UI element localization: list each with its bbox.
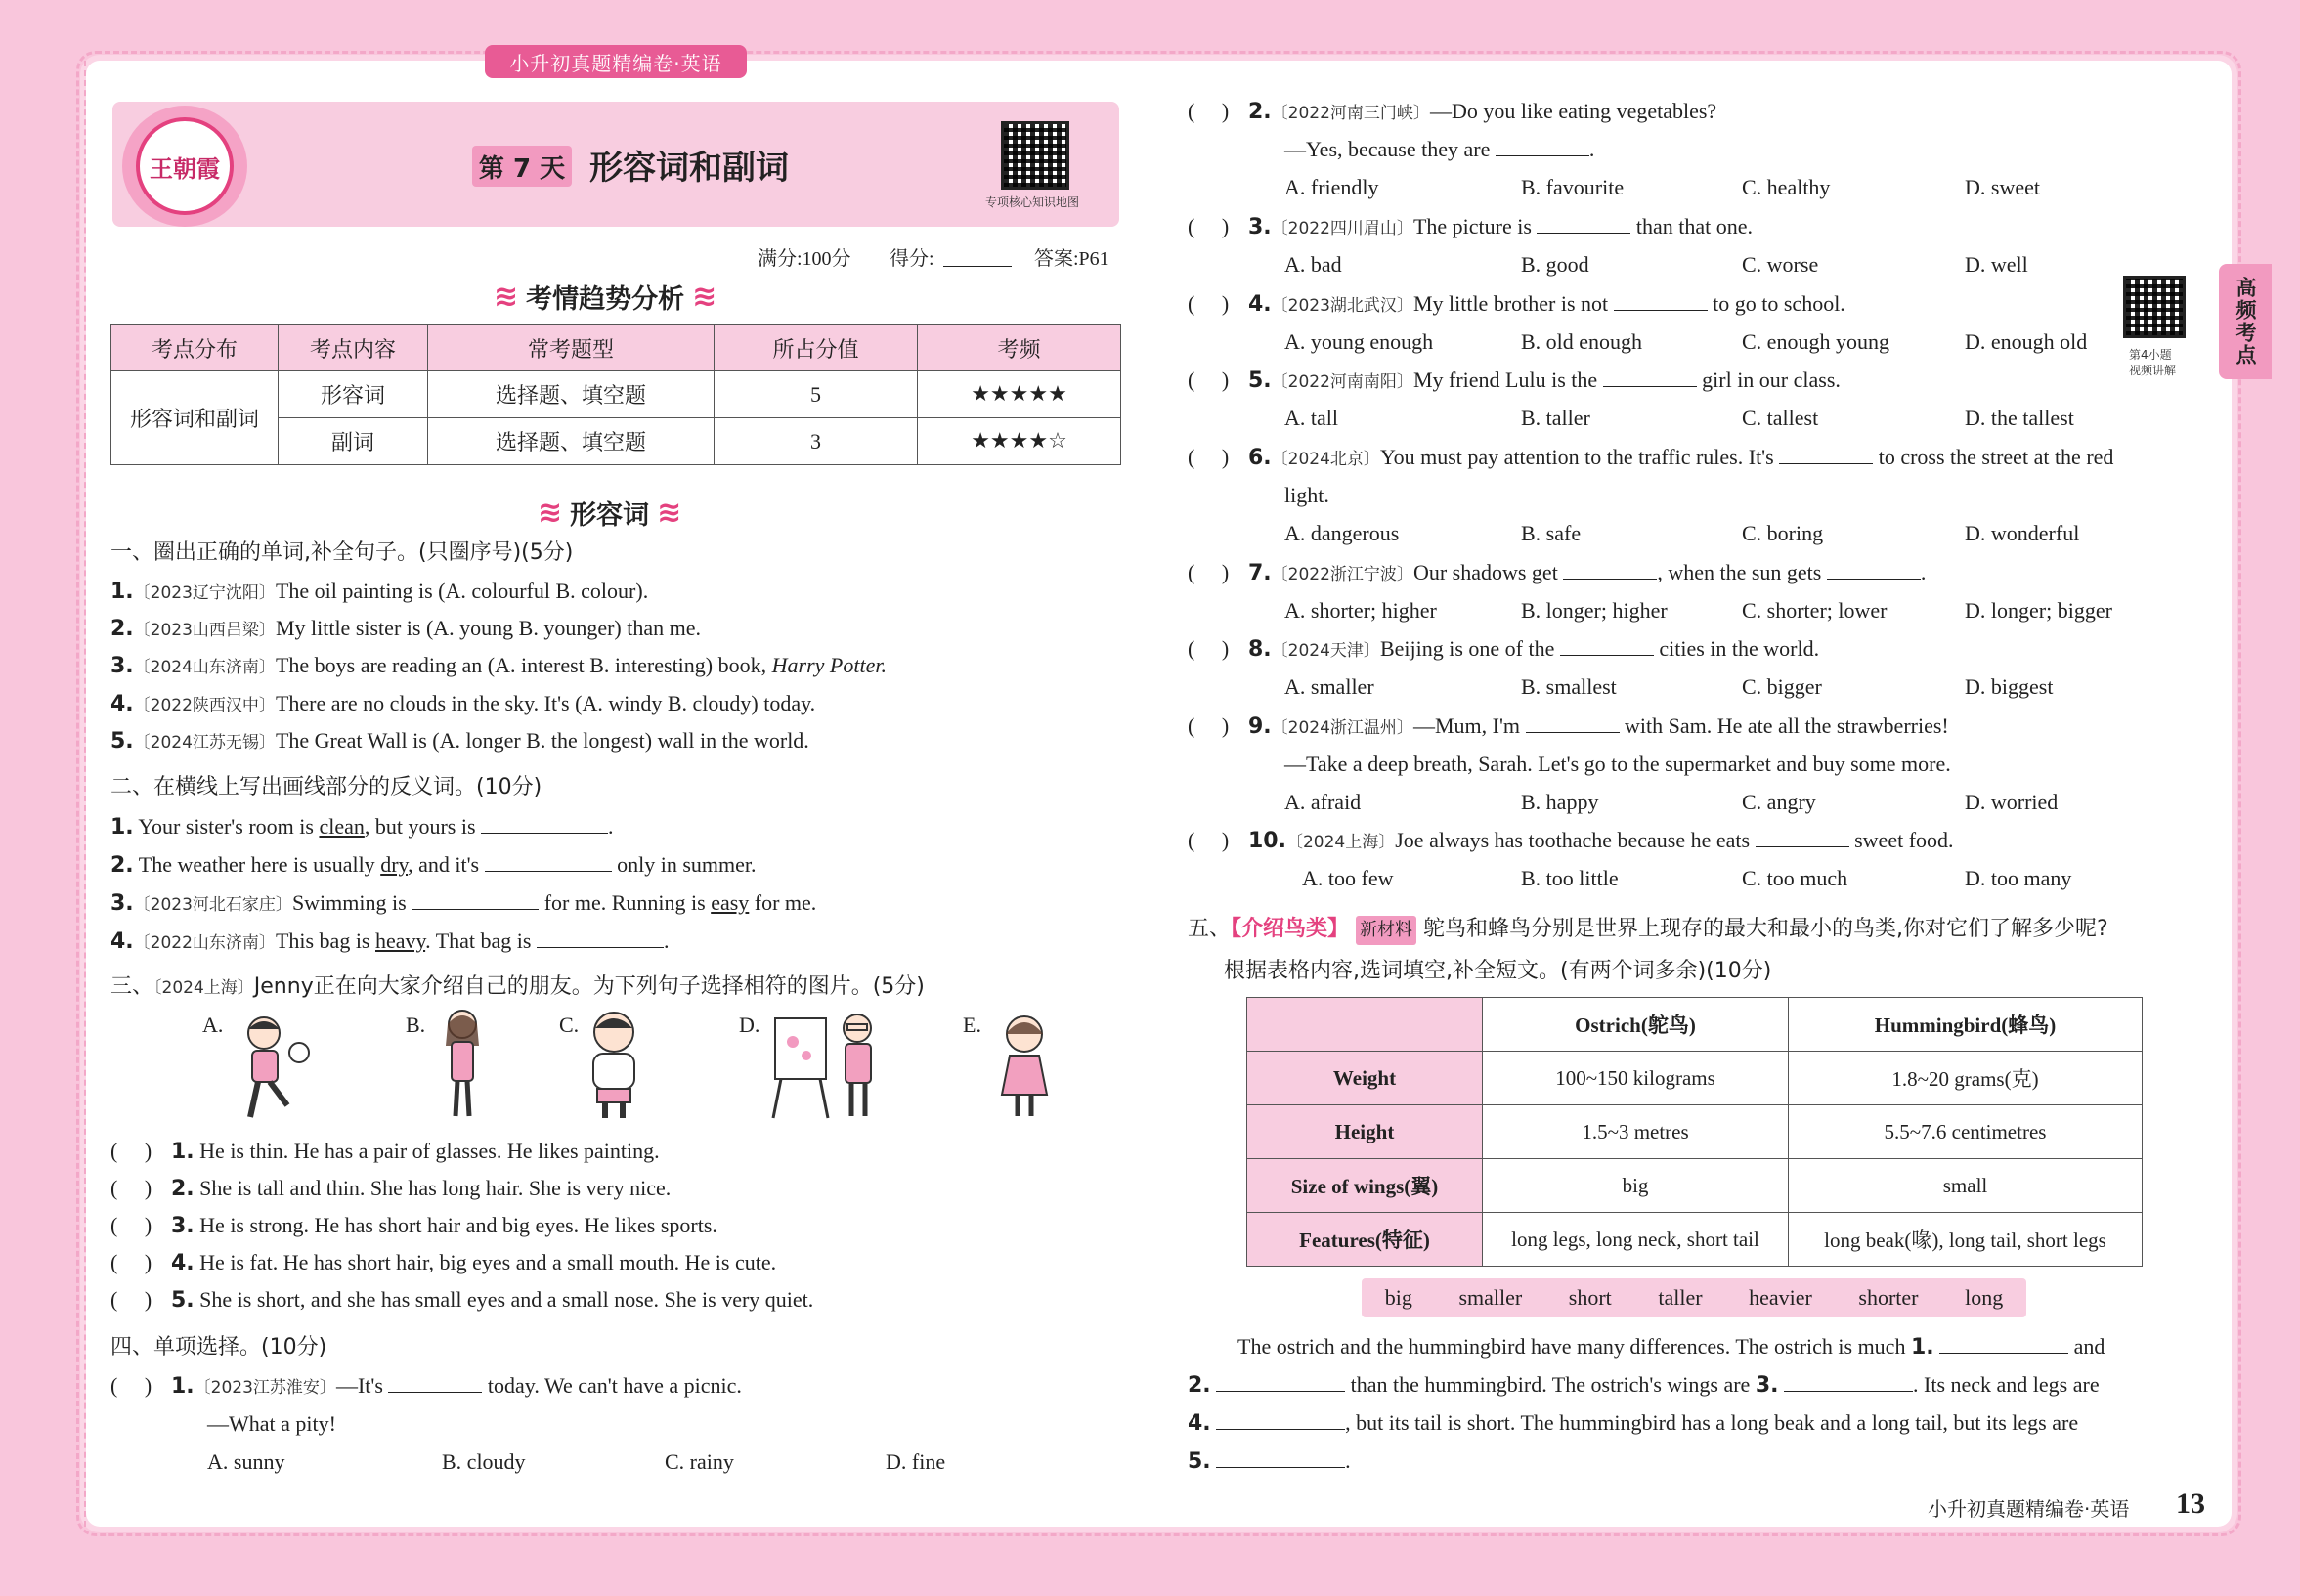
picture-label: E. — [963, 1013, 981, 1037]
list-item: 2. The weather here is usually dry, and it's only in summer. — [110, 852, 757, 878]
question-4: ( ) 4.〔2023湖北武汉〕My little brother is not to go to school. — [1188, 291, 1845, 317]
option: D. enough old — [1965, 329, 2088, 354]
bird-table — [1246, 997, 2143, 1267]
answer-blank[interactable] — [481, 813, 608, 834]
answer-blank[interactable] — [537, 927, 664, 948]
answer-blank[interactable] — [1563, 559, 1657, 580]
list-item: ( ) 5. She is short, and she has small eyes and a small nose. She is very quiet. — [110, 1287, 814, 1313]
option: B. safe — [1521, 521, 1582, 545]
wave-icon: ≋ — [494, 280, 519, 314]
answer-blank[interactable] — [388, 1372, 482, 1393]
table-cell: 5.5~7.6 centimetres — [1789, 1105, 2143, 1159]
answer-blank[interactable] — [1526, 712, 1620, 733]
question-line: —Take a deep breath, Sarah. Let's go to the supermarket and buy some more. — [1284, 752, 1951, 776]
picture-label: B. — [406, 1013, 426, 1037]
list-item: 4.〔2022陕西汉中〕There are no clouds in the sky. It's (A. windy B. cloudy) today. — [110, 691, 816, 716]
option: A. sunny — [207, 1449, 285, 1474]
row-header: Features(特征) — [1247, 1213, 1483, 1267]
part4-title: 四、单项选择。(10分) — [110, 1335, 327, 1359]
table-cell: 3 — [715, 418, 918, 465]
option: B. happy — [1521, 790, 1599, 814]
answer-blank[interactable] — [1779, 444, 1873, 464]
option: C. tallest — [1742, 406, 1819, 430]
list-item: 5.〔2024江苏无锡〕The Great Wall is (A. longer B. the longest) wall in the world. — [110, 728, 809, 754]
part3-title: 三、〔2024上海〕Jenny正在向大家介绍自己的朋友。为下列句子选择相符的图片。(5分) — [110, 974, 925, 999]
word-option: smaller — [1458, 1285, 1523, 1310]
question-5: ( ) 5.〔2022河南南阳〕My friend Lulu is the girl in our class. — [1188, 367, 1841, 393]
answer-page: 答案:P61 — [1034, 248, 1109, 270]
option: D. fine — [886, 1449, 946, 1474]
part2-title: 二、在横线上写出画线部分的反义词。(10分) — [110, 775, 542, 799]
qr-code-icon[interactable] — [1001, 121, 1069, 190]
analysis-heading — [494, 278, 716, 316]
list-item: 3.〔2024山东济南〕The boys are reading an (A. interest B. interesting) book, Harry Potter. — [110, 653, 887, 678]
list-item: 1.〔2023辽宁沈阳〕The oil painting is (A. colourful B. colour). — [110, 579, 649, 604]
part1-title: 一、圈出正确的单词,补全句子。(只圈序号)(5分) — [110, 540, 574, 565]
passage-line: 4. , but its tail is short. The hummingbird has a long beak and a long tail, but its legs are — [1188, 1410, 2079, 1436]
row-header: Height — [1247, 1105, 1483, 1159]
answer-blank[interactable] — [412, 889, 539, 910]
table-cell: 形容词和副词 — [111, 371, 279, 465]
question-line: light. — [1284, 483, 1329, 507]
wave-icon: ≋ — [538, 496, 563, 530]
word-option: big — [1384, 1285, 1412, 1310]
question-9: ( ) 9.〔2024浙江温州〕—Mum, I'm with Sam. He ate all the strawberries! — [1188, 713, 1949, 739]
question-2: ( ) 2.〔2022河南三门峡〕—Do you like eating vegetables? — [1188, 99, 1717, 124]
passage-line: The ostrich and the hummingbird have many differences. The ostrich is much 1. and — [1237, 1334, 2105, 1359]
table-cell: 100~150 kilograms — [1483, 1052, 1789, 1105]
analysis-title: 考情趋势分析 — [526, 284, 685, 315]
short-girl-icon — [982, 1007, 1066, 1122]
picture-label: D. — [739, 1013, 760, 1037]
option: C. shorter; lower — [1742, 598, 1888, 623]
list-item: 3.〔2023河北石家庄〕Swimming is for me. Running is easy for me. — [110, 890, 817, 916]
word-option: long — [1965, 1285, 2004, 1310]
answer-blank[interactable] — [1216, 1409, 1345, 1430]
page-number: 13 — [2176, 1488, 2205, 1520]
painter-boy-icon — [767, 1007, 894, 1122]
option: C. boring — [1742, 521, 1824, 545]
answer-blank[interactable] — [1784, 1371, 1913, 1392]
passage-line: 5. . — [1188, 1448, 1351, 1474]
word-bank — [1362, 1278, 2026, 1317]
passage-line: 2. than the hummingbird. The ostrich's wings are 3. . Its neck and legs are — [1188, 1372, 2100, 1398]
question-3: ( ) 3.〔2022四川眉山〕The picture is than that one. — [1188, 214, 1754, 239]
answer-blank[interactable] — [485, 851, 612, 872]
analysis-table — [110, 324, 1121, 465]
option: B. too little — [1521, 866, 1619, 890]
option: A. tall — [1284, 406, 1338, 430]
qr-caption: 专项核心知识地图 — [985, 195, 1080, 209]
table-cell: 1.8~20 grams(克) — [1789, 1052, 2143, 1105]
video-qr-icon[interactable] — [2123, 276, 2186, 338]
spine-divider — [84, 61, 86, 1527]
picture-label: C. — [559, 1013, 580, 1037]
option: A. bad — [1284, 252, 1342, 277]
option: A. shorter; higher — [1284, 598, 1437, 623]
col-header: 考点内容 — [279, 325, 428, 371]
word-option: taller — [1658, 1285, 1703, 1310]
footer-series: 小升初真题精编卷·英语 — [1928, 1497, 2130, 1521]
answer-blank[interactable] — [1216, 1371, 1345, 1392]
picture-label: A. — [202, 1013, 224, 1037]
score-blank[interactable] — [943, 266, 1012, 267]
list-item: 2.〔2023山西吕梁〕My little sister is (A. young B. younger) than me. — [110, 616, 701, 641]
list-item: ( ) 3. He is strong. He has short hair and big eyes. He likes sports. — [110, 1213, 717, 1238]
option: A. friendly — [1284, 175, 1379, 199]
table-cell: 形容词 — [279, 371, 428, 418]
option: B. taller — [1521, 406, 1590, 430]
answer-blank[interactable] — [1537, 213, 1630, 234]
question-6: ( ) 6.〔2024北京〕You must pay attention to the traffic rules. It's to cross the street at the red — [1188, 445, 2114, 470]
fat-boy-icon — [572, 1007, 656, 1122]
option: C. rainy — [665, 1449, 734, 1474]
option: D. biggest — [1965, 674, 2054, 699]
answer-blank[interactable] — [1827, 559, 1921, 580]
col-header: 常考题型 — [428, 325, 715, 371]
option: A. afraid — [1284, 790, 1362, 814]
series-tab: 小升初真题精编卷·英语 — [485, 45, 747, 78]
option: C. healthy — [1742, 175, 1831, 199]
col-header: 考点分布 — [111, 325, 279, 371]
table-cell: 1.5~3 metres — [1483, 1105, 1789, 1159]
question-line: —What a pity! — [207, 1411, 336, 1436]
table-cell: long legs, long neck, short tail — [1483, 1213, 1789, 1267]
option: B. good — [1521, 252, 1589, 277]
question-1: ( ) 1.〔2023江苏淮安〕—It's today. We can't have a picnic. — [110, 1373, 742, 1399]
part5-subtitle: 根据表格内容,选词填空,补全短文。(有两个词多余)(10分) — [1224, 959, 1772, 983]
option: B. smallest — [1521, 674, 1617, 699]
option: A. too few — [1302, 866, 1394, 890]
option: C. too much — [1742, 866, 1848, 890]
option: D. sweet — [1965, 175, 2040, 199]
day-badge: 第 7 天 — [472, 146, 572, 187]
col-header: 所占分值 — [715, 325, 918, 371]
answer-blank[interactable] — [1939, 1333, 2068, 1354]
score-got: 得分: — [890, 248, 934, 270]
option: D. the tallest — [1965, 406, 2074, 430]
table-corner — [1247, 998, 1483, 1052]
option: C. enough young — [1742, 329, 1889, 354]
option: D. well — [1965, 252, 2028, 277]
table-cell: 选择题、填空题 — [428, 371, 715, 418]
table-cell: ★★★★☆ — [918, 418, 1121, 465]
question-7: ( ) 7.〔2022浙江宁波〕Our shadows get , when the sun gets . — [1188, 560, 1927, 585]
answer-blank[interactable] — [1603, 367, 1697, 387]
option: C. angry — [1742, 790, 1816, 814]
adj-title: 形容词 — [570, 500, 650, 531]
option: D. longer; bigger — [1965, 598, 2112, 623]
adj-heading — [538, 494, 681, 532]
qr-caption: 视频讲解 — [2129, 364, 2177, 377]
qr-caption: 第4小题 — [2129, 348, 2172, 362]
option: A. smaller — [1284, 674, 1374, 699]
boy-football-icon — [227, 1012, 311, 1127]
row-header: Size of wings(翼) — [1247, 1159, 1483, 1213]
logo-icon — [122, 106, 247, 227]
option: C. bigger — [1742, 674, 1822, 699]
table-cell: small — [1789, 1159, 2143, 1213]
list-item: 1. Your sister's room is clean, but yours is . — [110, 814, 614, 840]
wave-icon: ≋ — [657, 496, 682, 530]
question-line: —Yes, because they are . — [1284, 137, 1595, 161]
tall-girl-icon — [420, 1007, 504, 1122]
option: A. dangerous — [1284, 521, 1400, 545]
option: D. worried — [1965, 790, 2059, 814]
answer-blank[interactable] — [1496, 136, 1589, 156]
table-cell: long beak(喙), long tail, short legs — [1789, 1213, 2143, 1267]
option: B. favourite — [1521, 175, 1625, 199]
col-header: 考频 — [918, 325, 1121, 371]
question-8: ( ) 8.〔2024天津〕Beijing is one of the cities in the world. — [1188, 636, 1820, 662]
answer-blank[interactable] — [1614, 290, 1708, 311]
option: B. longer; higher — [1521, 598, 1668, 623]
answer-blank[interactable] — [1216, 1447, 1345, 1468]
table-cell: 5 — [715, 371, 918, 418]
word-option: heavier — [1749, 1285, 1812, 1310]
answer-blank[interactable] — [1560, 635, 1654, 656]
page-title: 形容词和副词 — [589, 149, 789, 188]
wave-icon: ≋ — [692, 280, 717, 314]
option: B. old enough — [1521, 329, 1643, 354]
answer-blank[interactable] — [1756, 827, 1849, 847]
list-item: ( ) 2. She is tall and thin. She has long hair. She is very nice. — [110, 1176, 672, 1201]
table-cell: 选择题、填空题 — [428, 418, 715, 465]
word-option: shorter — [1858, 1285, 1919, 1310]
new-material-badge: 新材料 — [1356, 916, 1416, 945]
list-item: ( ) 4. He is fat. He has short hair, big eyes and a small mouth. He is cute. — [110, 1250, 777, 1275]
table-cell: big — [1483, 1159, 1789, 1213]
option: D. wonderful — [1965, 521, 2080, 545]
table-cell: ★★★★★ — [918, 371, 1121, 418]
option: B. cloudy — [442, 1449, 526, 1474]
col-header: Hummingbird(蜂鸟) — [1789, 998, 2143, 1052]
logo-text: 王朝霞 — [136, 117, 234, 215]
option: C. worse — [1742, 252, 1819, 277]
option: D. too many — [1965, 866, 2072, 890]
table-cell: 副词 — [279, 418, 428, 465]
side-tab[interactable]: 高频考点 — [2219, 264, 2272, 379]
col-header: Ostrich(鸵鸟) — [1483, 998, 1789, 1052]
part5-title: 五、【介绍鸟类】 新材料 鸵鸟和蜂鸟分别是世界上现存的最大和最小的鸟类,你对它们了解多少呢? — [1188, 916, 2108, 945]
row-header: Weight — [1247, 1052, 1483, 1105]
question-10: ( ) 10.〔2024上海〕Joe always has toothache because he eats sweet food. — [1188, 828, 1954, 853]
option: A. young enough — [1284, 329, 1434, 354]
score-full: 满分:100分 — [758, 248, 851, 270]
list-item: ( ) 1. He is thin. He has a pair of glasses. He likes painting. — [110, 1139, 660, 1164]
list-item: 4.〔2022山东济南〕This bag is heavy. That bag is . — [110, 928, 670, 954]
word-option: short — [1568, 1285, 1612, 1310]
